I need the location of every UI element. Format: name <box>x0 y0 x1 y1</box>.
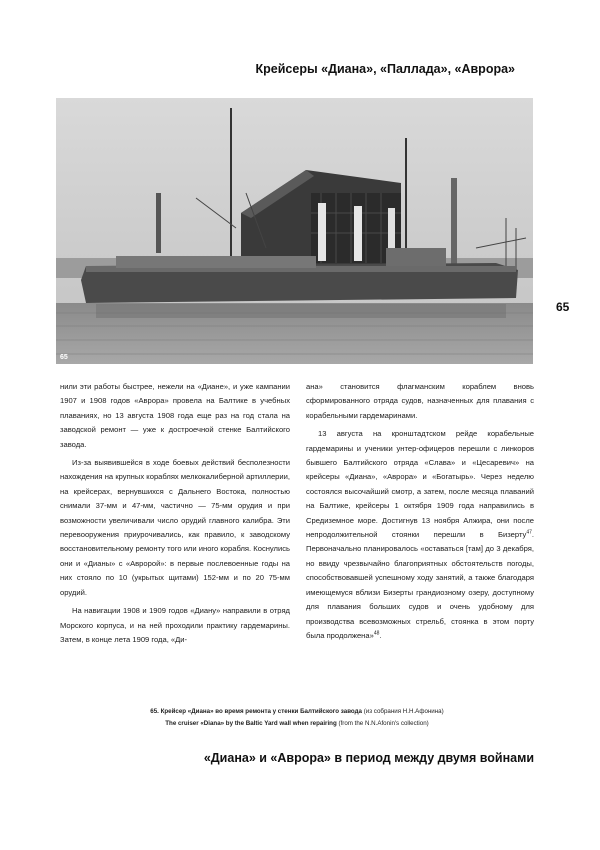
section-heading: «Диана» и «Аврора» в период между двумя войнами <box>203 751 534 765</box>
footnote-ref-48[interactable]: 48 <box>373 630 380 637</box>
caption-ru-source: (из собрания Н.Н.Афонина) <box>363 708 444 715</box>
left-paragraph-1: нили эти работы быстрее, нежели на «Диане», и уже кампании 1907 и 1908 годов «Аврора» провела на Балтике в учебных плаваниях, но 13 августа 1908 года еще раз на год стала на заводской ремонт — уже к достроечной стенке Балтийского завода. <box>60 382 290 449</box>
left-text-column <box>60 380 290 651</box>
caption-en-title: The cruiser «Diana» by the Baltic Yard wall when repairing <box>165 720 337 727</box>
photo-number: 65 <box>60 354 68 361</box>
caption-ru-title: 65. Крейсер «Диана» во время ремонта у стенки Балтийского завода <box>150 708 362 715</box>
right-paragraph-1: ана» становится флагманским кораблем вновь сформированного отряда судов, назначенных для плавания с корабельными гардемаринами. <box>306 382 534 420</box>
photo-caption-russian <box>60 707 534 717</box>
left-paragraph-2: Из-за выявившейся в ходе боевых действий бесполезности нахождения на крупных кораблях мелкокалиберной артиллерии, на крейсерах, вернувшихся с Дальнего Востока, полностью снимали 37-мм и 47-мм, частично — 75-мм орудия и при возможности увеличивали число орудий главного калибра. Эти перевооружения приурочивались, как правило, к заводскому восстановительному ремонту того или иного корабля. Коснулись они и «Дианы» с «Авророй»: в первые послевоенные годы на них стояло по 10 (укрытых щитами) 152-мм и по 20 75-мм орудий. <box>60 458 290 597</box>
right-paragraph-2-text-a: 13 августа на кронштадтском рейде корабельные гардемарины и ученики унтер-офицеров перешли с линкоров бывшего Балтийского отряда «Слава» и «Цесаревич» на крейсеры «Диана», «Аврора» и «Богатырь». Через неделю состоялся высочайший смотр, а затем, после месяца плаваний на Балтике, крейсеры 1 октября 1909 года направились в Средиземное море. Достигнув 13 ноября Алжира, они после непродолжительной стоянки перешли в Бизерту <box>306 429 534 540</box>
right-text-column <box>306 380 534 647</box>
ship-photo <box>56 98 533 364</box>
footnote-ref-47[interactable]: 47 <box>526 529 532 536</box>
right-paragraph-2-text-c: . <box>379 630 382 640</box>
ship-photo-illustration <box>56 98 533 364</box>
caption-en-source: (from the N.N.Afonin's collection) <box>338 720 429 727</box>
photo-caption-english <box>60 719 534 729</box>
right-paragraph-2-text-b: . Первоначально планировалось «оставаться [там] до 3 декабря, но ввиду чрезвычайно благоприятных обстоятельств погоды, способствовавшей успешному ходу занятий, а также благодаря имеющемуся вблизи Бизерты грандиозному озеру, доступному для плавания больших судов и очень удобному для производства всевозможных стрельб, стоянка в этом порту была продолжена» <box>306 530 534 640</box>
right-paragraph-2 <box>306 427 534 643</box>
running-title: Крейсеры «Диана», «Паллада», «Аврора» <box>255 62 515 76</box>
page-number: 65 <box>556 300 570 314</box>
left-paragraph-3: На навигации 1908 и 1909 годов «Диану» направили в отряд Морского корпуса, и на ней проходили практику гардемарины. Затем, в конце лета 1909 года, «Ди- <box>60 606 290 644</box>
